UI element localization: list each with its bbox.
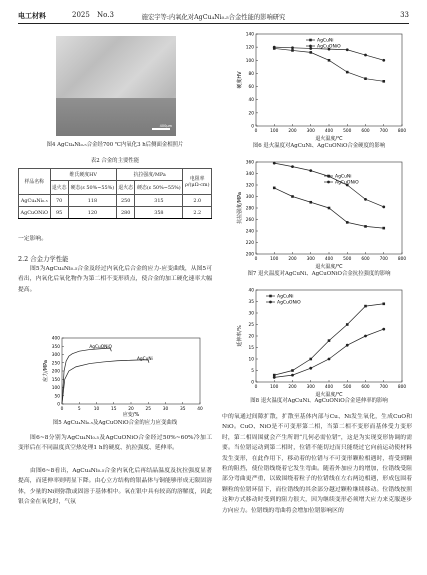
data-point [382, 303, 385, 306]
x-tick-label: 10 [93, 407, 100, 412]
y-tick-label: 320 [245, 183, 254, 189]
x-tick-label: 400 [324, 129, 334, 134]
data-point [328, 59, 331, 62]
scale-label: 400μm [159, 124, 172, 128]
y-tick-label: 20 [248, 111, 254, 117]
y-tick-label: 280 [245, 206, 254, 212]
y-tick-label: 50 [54, 394, 60, 400]
x-tick-label: 800 [397, 385, 407, 390]
paragraph-fig6-8: 图6~8分别为AgCu₄Ni₀.₅及AgCuONiO合金经过50%~60%冷加工变形后在不同温度真空热处理1 h的硬度、抗拉强度、延伸率。 [18, 435, 212, 452]
y-tick-label: 20 [248, 334, 254, 340]
y-tick-label: 0 [57, 402, 60, 408]
series-line-1 [62, 360, 149, 404]
series-line-0 [274, 48, 384, 81]
data-point [382, 80, 385, 83]
y-tick-label: 350 [51, 344, 60, 350]
series-line-0 [62, 348, 111, 404]
y-axis-label: 抗拉强度/MPa [237, 192, 243, 224]
x-tick-label: 600 [361, 385, 370, 390]
x-tick-label: 200 [288, 385, 297, 390]
x-tick-label: 500 [343, 385, 352, 390]
y-tick-label: 15 [248, 346, 254, 351]
legend-label: AgCuNi [317, 38, 334, 44]
x-tick-label: 35 [180, 407, 186, 412]
paragraph-mechanism: 中的氧通过间隙扩散，扩散至基体内部与Cu、Ni发生氧化，生成CuO和NiO。CuO、NiO是不可变形第二相，当第二相不变形而基体受力变形时，第二相周围就会产生所谓“几何必需位错”，这是为实现变形协调的需要。当位错运动到第二相时，位错不能切过而只能绕过它向前运动使材料发生变形，在此作用下，移动着的位错与不可变形颗粒相遇时，将受到颗粒的阻挡，使位错线绕着它发生弯曲。随着外加应力的增加，位错线受阻部分弯曲更严重，以致围绕着粒子的位错线在左右两边相遇，形成包围着颗粒的位错环留下，而位错线的其余部分越过颗粒继续移动。位错线按照这种方式移动时受到的阻力很大，因为继续变形必须增大应力来克服逐步方向应力。位错线的弯曲将会增加位错影响区的 [222, 414, 412, 514]
y-tick-label: 25 [248, 323, 254, 328]
y-tick-label: 35 [248, 300, 254, 305]
x-tick-label: 200 [288, 257, 297, 262]
table-row: AgCu₄Ni₀.₅ 70 118 250 315 2.0 [19, 195, 212, 207]
x-tick-label: 400 [324, 257, 334, 262]
th-res: 电阻率 ρ/(μΩ·cm) [183, 169, 212, 195]
y-tick-label: 60 [248, 85, 254, 91]
x-tick-label: 5 [77, 407, 81, 412]
journal-year: 2025 [72, 11, 90, 19]
series-line-1 [274, 163, 384, 207]
x-tick-label: 300 [306, 129, 315, 134]
x-axis-label: 退火温度/℃ [315, 264, 343, 270]
data-point [364, 54, 367, 57]
legend-marker [309, 45, 312, 48]
data-point [309, 201, 312, 204]
y-tick-label: 220 [245, 241, 254, 246]
journal-name: 电工材料 [18, 11, 46, 20]
data-point [291, 165, 294, 168]
fig5-caption: 图5 AgCu₄Ni₀.₅及AgCuONiO合金的应力应变曲线 [52, 420, 178, 426]
fig4-caption: 图4 AgCu₄Ni₀.₅合金经700 ℃内氧化3 h后侧面金相照片 [46, 142, 184, 148]
data-point [328, 358, 331, 361]
x-tick-label: 700 [379, 385, 388, 390]
data-point [309, 358, 312, 361]
data-point [291, 195, 294, 198]
y-tick-label: 300 [245, 195, 254, 200]
legend-marker [269, 295, 272, 298]
data-point [309, 367, 312, 370]
y-axis-label: 延伸率/% [237, 325, 243, 347]
fig7-caption: 图7 退火温度对AgCuNi、AgCuONiO合金抗拉强度的影响 [247, 271, 391, 277]
table-row: AgCuONiO 95 120 280 358 2.2 [19, 207, 212, 219]
data-point [364, 225, 367, 228]
data-point [364, 77, 367, 80]
legend-label: AgCuONiO [335, 180, 359, 186]
th-hv-cold: 硬态(ε 50%~55%) [68, 181, 116, 195]
legend-label: AgCuNi [277, 294, 294, 300]
y-tick-label: 200 [245, 252, 254, 258]
data-point [346, 344, 349, 347]
legend-label: AgCuNi [335, 174, 352, 180]
th-ts-ann: 退火态 [116, 181, 134, 195]
data-point [328, 339, 331, 342]
y-tick-label: 360 [245, 160, 254, 166]
legend-marker [269, 301, 272, 304]
fig6-chart [228, 28, 410, 142]
x-tick-label: 300 [306, 385, 315, 390]
data-point [346, 221, 349, 224]
data-point [291, 369, 294, 372]
x-tick-label: 0 [254, 257, 258, 262]
th-ts-cold: 硬态(ε 50%~55%) [135, 181, 183, 195]
data-point [309, 47, 312, 50]
data-point [273, 46, 276, 49]
y-tick-label: 0 [251, 380, 254, 386]
y-tick-label: 240 [245, 229, 254, 235]
data-point [346, 323, 349, 326]
x-tick-label: 25 [145, 407, 151, 412]
paragraph-analysis: 由图6~8看出，AgCu₄Ni₀.₅合金内氧化后再结晶温度及抗拉强度显著提高，而延伸率则明显下降。由心立方结构的银晶体与铜能够形成无限固溶体，少量的Ni则弥散或固溶于基体相中。氧在银中具有较高的溶解度，因此银合金在氧化时，气氛 [18, 468, 212, 506]
data-point [382, 227, 385, 230]
x-axis-label: 退火温度/℃ [315, 392, 343, 398]
x-tick-label: 30 [162, 407, 169, 412]
y-tick-label: 250 [51, 361, 60, 367]
x-tick-label: 200 [288, 129, 297, 134]
data-point [273, 376, 276, 379]
legend-marker [309, 39, 312, 42]
fig7-chart [228, 156, 410, 270]
x-tick-label: 0 [60, 407, 64, 412]
data-point [346, 71, 349, 74]
running-title: 施宏宇等:内氧化对AgCu₄Ni₀.₅合金性能的影响研究 [141, 14, 286, 21]
data-point [364, 198, 367, 201]
y-tick-label: 340 [245, 172, 254, 177]
x-tick-label: 500 [343, 257, 352, 262]
y-tick-label: 100 [245, 58, 254, 64]
x-tick-label: 100 [270, 129, 279, 134]
micrograph-image [56, 36, 176, 136]
journal-issue: No.3 [97, 11, 114, 19]
data-point [364, 305, 367, 308]
x-tick-label: 700 [379, 129, 388, 134]
x-tick-label: 0 [254, 385, 258, 390]
x-tick-label: 100 [270, 385, 279, 390]
table2-title: 表2 合金的主要性能 [90, 158, 140, 164]
y-tick-label: 80 [248, 71, 254, 77]
x-tick-label: 400 [324, 385, 334, 390]
data-point [291, 374, 294, 377]
x-tick-label: 300 [306, 257, 315, 262]
x-tick-label: 0 [254, 129, 258, 134]
y-tick-label: 120 [245, 45, 254, 51]
data-point [382, 59, 385, 62]
scale-bar [152, 128, 170, 130]
series-end-label: AgCuNi [136, 356, 153, 362]
y-axis-label: 硬度HV [237, 71, 243, 89]
y-tick-label: 300 [51, 353, 60, 358]
fig6-caption: 图6 退火温度对AgCuNi、AgCuONiO合金硬度的影响 [252, 143, 386, 149]
x-tick-label: 800 [397, 129, 407, 134]
data-point [382, 205, 385, 208]
th-ts: 抗拉强度/MPa [116, 169, 182, 181]
y-tick-label: 40 [248, 288, 254, 294]
x-tick-label: 600 [361, 257, 370, 262]
x-axis-label: 退火温度/℃ [315, 136, 343, 142]
x-tick-label: 15 [111, 407, 117, 412]
y-tick-label: 0 [251, 124, 254, 130]
paragraph-fig5: 图5为AgCu₄Ni₀.₅合金及经过内氧化后合金的应力-应变曲线，从图5可看出，内氧化后氧化物作为第二相不变形质点，使合金的加工硬化速率大幅提高。 [18, 266, 212, 293]
x-axis-label: 应变/% [122, 412, 140, 418]
oxidized-layer [56, 98, 176, 136]
data-point [309, 169, 312, 172]
legend-marker [327, 181, 330, 184]
fig5-chart [38, 332, 206, 418]
x-tick-label: 20 [128, 407, 134, 412]
th-hv-ann: 退火态 [50, 181, 68, 195]
series-line-1 [274, 329, 384, 377]
series-end-label: AgCuONiO [89, 345, 112, 351]
data-point [309, 51, 312, 54]
properties-table [18, 168, 212, 219]
x-tick-label: 500 [343, 129, 352, 134]
legend-label: AgCuONiO [317, 44, 341, 50]
y-axis-label: 应力/MPa [43, 360, 49, 382]
x-tick-label: 600 [361, 129, 370, 134]
x-tick-label: 800 [397, 257, 407, 262]
x-tick-label: 40 [197, 407, 203, 412]
plot-frame [62, 338, 200, 404]
data-point [291, 46, 294, 49]
data-point [346, 48, 349, 51]
fig8-caption: 图8 退火温度对AgCuNi、AgCuONiO合金延伸率的影响 [250, 398, 388, 404]
y-tick-label: 400 [51, 336, 60, 342]
x-tick-label: 100 [270, 257, 279, 262]
y-tick-label: 140 [245, 32, 254, 38]
y-tick-label: 260 [245, 218, 254, 223]
data-point [364, 335, 367, 338]
data-point [273, 187, 276, 190]
y-tick-label: 40 [248, 98, 254, 104]
y-tick-label: 200 [51, 369, 60, 375]
th-hv: 维氏硬度HV [50, 169, 116, 181]
page-number: 33 [400, 11, 409, 19]
x-tick-label: 700 [379, 257, 388, 262]
y-tick-label: 30 [248, 311, 254, 317]
paragraph-intro: 一定影响。 [18, 236, 47, 242]
y-tick-label: 10 [248, 357, 254, 363]
y-tick-label: 100 [51, 386, 60, 391]
data-point [328, 207, 331, 210]
y-tick-label: 5 [251, 369, 254, 374]
data-point [291, 49, 294, 52]
data-point [382, 328, 385, 331]
legend-label: AgCuONiO [277, 300, 301, 306]
data-point [328, 175, 331, 178]
fig8-chart [228, 284, 410, 398]
y-tick-label: 150 [51, 377, 60, 383]
data-point [273, 162, 276, 165]
th-sample: 样品名称 [19, 169, 51, 195]
section-heading: 2.2 合金力学性能 [18, 255, 69, 263]
